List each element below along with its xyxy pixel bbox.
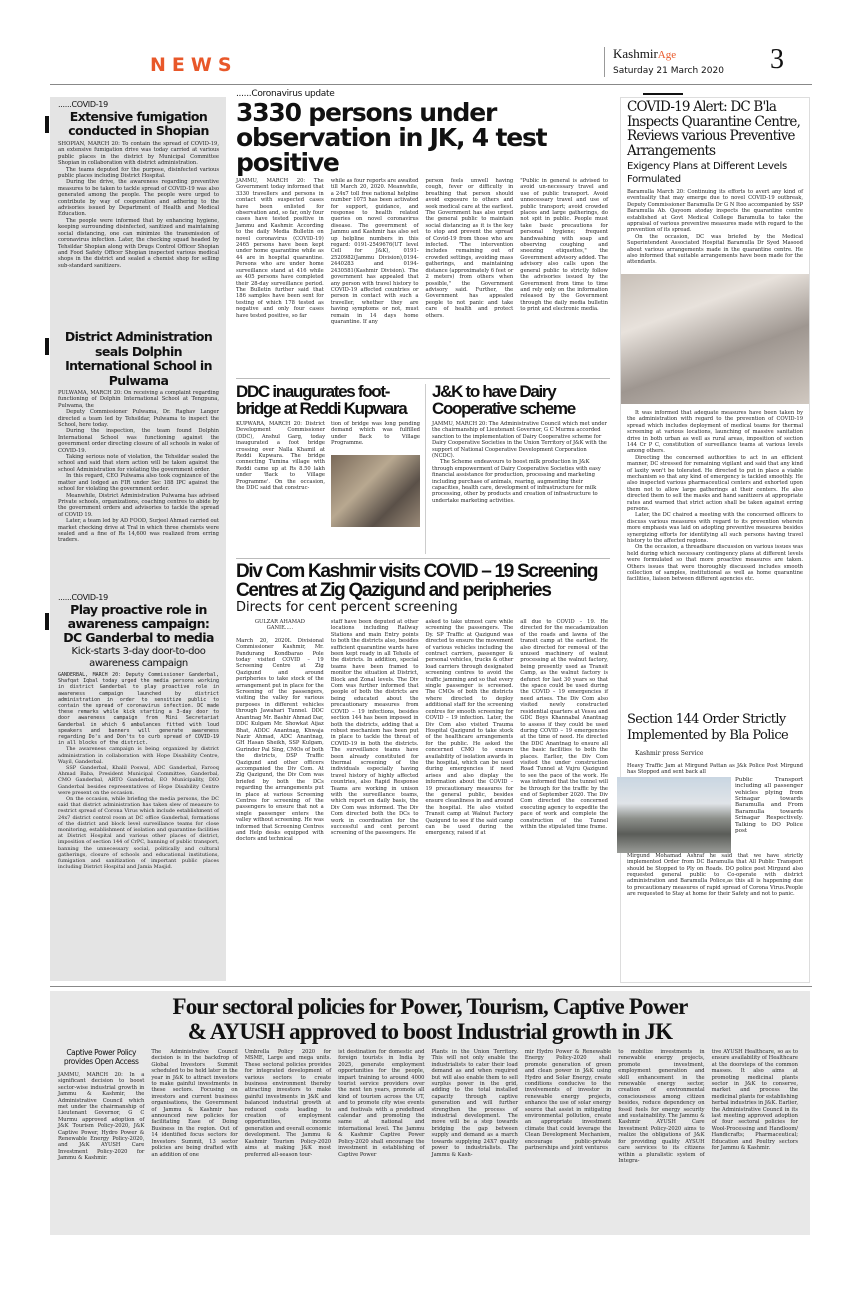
paragraph: Later, a team led by AD FOOD, Surjeel Ahmad carried out market checking drive at Tral in which three chemists were sealed and a fine of Rs 14,600 was realized from erring traders. bbox=[58, 518, 219, 544]
masthead-rule bbox=[50, 84, 812, 85]
side-text: Public Transport including all passenger vehicles plying from Srinagar towards Baramulla and From Baramulla towards Srinagar Respectively. Talking to DO Police post bbox=[735, 776, 803, 835]
story-ganderbal bbox=[58, 593, 219, 871]
paragraph: During the drive, the awareness regarding preventive measures to be taken to tackle spread of COVID-19 was also generated among the people. The people were urged to contribute by way of cooperation and adhering to the advisories issued by Department of Health and Medical Education. bbox=[58, 179, 219, 218]
column-text: JAMMU, MARCH 20: In a significant decision to boost sector-wise industrial growth in Jammu & Kashmir, the Administrative Council which met under the chairmanship of Lieutenant Governor, G C Murmu approved adoption of J&K Tourism Policy-2020, J&K Captive Power, Hydro Power & Renewable Energy Policy-2020, and J&K AYUSH Care Investment Policy-2020 for Jammu & Kashmir. bbox=[58, 1072, 145, 1162]
lead-body bbox=[236, 178, 608, 325]
headline-line-1: Four sectoral policies for Power, Tourism, Captive Power bbox=[172, 994, 688, 1019]
story-footbridge bbox=[236, 383, 420, 527]
story-kicker: ......COVID-19 bbox=[58, 100, 108, 109]
bottom-headline bbox=[50, 994, 810, 1044]
column: ist destination for domestic and foreign tourists in India by 2025, generate employment opportunities for the people, impart training to around 4000 tourist service providers over the next ten years, promote all kind of tourism across the UT, and to promote city wise events and festivals with a predefined calendar and promoting the same at national and international level. The Jammu & Kashmir Captive Power Policy-2020 shall encourage the investment in establishing of Captive Power bbox=[338, 1049, 425, 1158]
paragraph: Later, the DC chaired a meeting with the concerned officers to discuss various measures with regard to its prevention wherein more emphasis was laid on adopting preventive measures besides synergizing efforts for identifying all such persons having travel history to the affected regions. bbox=[627, 512, 803, 544]
story-section144 bbox=[627, 712, 803, 898]
paragraph: The Scheme endeavours to boost milk production in J&K through empowerment of Dairy Cooperative Societies with easy financial assistance for production, processing and marketing including purchase of animals, rearing, augmenting their capacities, health care, development of infrastructure for milk processing, other by products and creation of infrastructure to undertake marketing activities. bbox=[432, 459, 601, 504]
story-subhead: Kick-starts 3-day door-to-doo awareness campaign bbox=[71, 646, 206, 669]
story-subhead: Exigency Plans at Different Levels Formulated bbox=[627, 161, 787, 185]
page-number: 3 bbox=[770, 44, 784, 75]
paragraph: Taking serious note of violation, the Tehsildar sealed the school and said that stern action will be taken against the school Administration for violating the government order. bbox=[58, 454, 219, 473]
story-headline: COVID-19 Alert: DC B'la Inspects Quarantine Centre, Reviews various Preventive Arrangements bbox=[627, 99, 801, 159]
column: tive AYUSH Healthcare, so as to ensure availability of Healthcare at the doorsteps of the common masses. It also aims at promoting medicinal plants sector in J&K to conserve, market and process the medicinal plants for establishing herbal industries in J&K. Earlier, the Administrative Council in its last meeting approved adoption of four sectoral policies for Wool-Processing and Handloom/ Handicrafts; Pharmaceutical; Education and Poultry sectors for Jammu & Kashmir. bbox=[711, 1049, 798, 1152]
paragraph: SSP Ganderbal, Khalil Poswal, ADC Ganderbal, Farooq Ahmad Baba, President Municipal Committee, Ganderbal, CMO Ganderbal, ARTO Ganderbal, EO Municipality, DIO Ganderbal besides representatives of Hope Disability Centre were present on the occasion. bbox=[58, 765, 219, 796]
column bbox=[58, 1049, 144, 1164]
left-accent-bar bbox=[45, 613, 49, 630]
column: The Administrative Council decision is in the backdrop of Global Investors Summit scheduled to be held later in the year in J&K to attract investors to make gainful investments in these sectors. Focusing on investors and current business organisations, the Government of Jammu & Kashmir has announced new policies for facilitating Ease of Doing Business in the region. Out of 14 identified focus sectors for Investors Summit, 13 sector policies are being drafted with an addition of one bbox=[151, 1049, 238, 1158]
story-kicker: ......Coronavirus update bbox=[236, 89, 335, 99]
paragraph: On the occasion, a threadbare discussion on various issues was held during which necessary contingency plans at different levels were formulated so that more proactive measures are taken. Others issues that were thoroughly discussed includes smooth collection of samples, institutional as well as home quarantine facilities, liaison between different agencies etc. bbox=[627, 544, 803, 583]
column-text: tion of bridge was long pending demand which was fulfilled under Back to Village Programme. bbox=[331, 421, 420, 447]
bottom-rule bbox=[50, 986, 812, 987]
paragraph: The teams deputed for the purpose, disinfected various public places including District Hospital. bbox=[58, 166, 219, 180]
column-divider bbox=[425, 384, 426, 554]
column: asked to take utmost care while screening the passengers. The Dy. SP Traffic at Qazigund was directed to ensure the movement of various vehicles including the contract carriers, passenger & personal vehicles, trucks & other load carriers through designated screening centres to avoid the traffic jamming and so that every single passenger is screened. The CMOs of both the districts where directed to deploy additional staff for the screening centres for smooth screening for COVID – 19 infection. Later, the Div Com also visited Trauma Hospital Qazigund to take stock of the healthcare arrangements for the public. He asked the concerned CMO to ensure availability of isolation awards in the hospital, which can be used during emergencies if need arises and also display the information about the COVID – 19 precautionary measures for the general public, besides ensure cleanliness in and around the hospital. He also visited Transit camp at Walnut Factory Qazigund to see if the said camp can be used during the emergency, raised if at bbox=[425, 619, 514, 837]
paragraph: JAMMU, MARCH 20: The Administrative Council which met under the chairmanship of Lieutenant Governor, G C Murmu accorded sanction to the implementation of Dairy Cooperative scheme for Dairy Cooperative Societies in the Union Territory of J&K with the support of National Cooperative Development Corporation (NCDC). bbox=[432, 421, 607, 460]
paragraph: PULWAMA, MARCH 20: On receiving a complaint regarding functioning of Dolphin International School at Tengpuna, Pulwama, the bbox=[58, 390, 219, 409]
paragraph: SHOPIAN, MARCH 20: To contain the spread of COVID-19, an extensive fumigation drive was today carried at various public places in the district by Municipal Committee Shopian in collaboration with district administration. bbox=[58, 141, 219, 167]
paragraph: On the occasion, while briefing the media persons, the DC said that district administration has taken slew of measure to restrict spread of Corona Virus which include establishment of 24x7 district control room at DC office Ganderbal, formations of the district and block level surveillance teams for close monitoring, establishment of isolation and quarantine facilities at District Hospital and various other places of district, imposition of section 144 of CrPC, banning of public transport, banning the unnecessary social, politically and cultural gatherings, closure of schools and educational institutions, fumigation and sanitization of important public places including District Hospital and Jamia Masjid. bbox=[58, 796, 219, 871]
story-headline: Section 144 Order Strictly Implemented by Bla Police bbox=[627, 712, 789, 743]
column: "Public in general is advised to avoid un-necessary travel and use of public transport. Avoid unnecessary travel and use of public transport; avoid crowded places and large gatherings, do not spit in public. People must take basic precautions for personal hygiene; frequent handwashing with soap and observing coughing and sneezing etiquettes," the Government advisory added. The advisory also calls upon the general public to strictly follow the advisories issued by the Government from time to time and rely only on the information released by the Government through the daily media bulletin to print and electronic media. bbox=[520, 178, 608, 313]
photo-wrap bbox=[627, 777, 803, 853]
column: JAMMU, MARCH 20: The Government today informed that 3330 travellers and persons in contact with suspected cases have been enlisted for observation and, so far, only four cases have tested positive in Jammu and Kashmir. According to the daily Media Bulletin on novel coronavirus (COVID-19) 2465 persons have been kept under home quarantine while as 44 are in hospital quarantine. Persons who are under home surveillance stand at 416 while as 405 persons have completed their 28-day surveillance period. The Bulletin further said that 186 samples have been sent for testing of which 178 tested as negative and only four cases have tested positive, so far bbox=[236, 178, 324, 319]
lead-story bbox=[236, 89, 608, 325]
left-accent-bar bbox=[45, 116, 49, 133]
story-divcom bbox=[236, 562, 608, 843]
column bbox=[331, 421, 420, 527]
story-subhead: Directs for cent percent screening bbox=[236, 600, 458, 615]
divider bbox=[236, 378, 610, 379]
story-body: Mirgund Mohamad Ashraf he said that we have strictly implemented Order from DC Baramulla that All Public Transport should be Stopped to Ply on Roads. DO police post Mirgund also requested general public to Co-operate with district administration and Baramulla Police,as this all is happening due to precautionary measures of rapid spread of Corona Virus.People are requested to Stay at home for their Safety and not to panic. bbox=[627, 852, 803, 898]
story-shopian bbox=[58, 100, 219, 269]
quarantine-centre-photo bbox=[621, 274, 809, 404]
column: KUPWARA, MARCH 20: District Development Commissioner (DDC), Anshul Garg, today inaugurated a foot bridge crossing over Nalla Khamil at Reddi Kupwara. The bridge connecting Tumina village with Reddi came up at Rs 8.50 lakh under 'Back to Village Programme'. On the occasion, the DDC said that construc- bbox=[236, 421, 325, 492]
story-baramulla-quarantine bbox=[627, 100, 803, 583]
story-headline: Play proactive role in awareness campaign: DC Ganderbal to media bbox=[63, 602, 214, 645]
side-head: Captive Power Policy provides Open Access bbox=[63, 1048, 139, 1066]
left-accent-bar bbox=[45, 338, 49, 355]
byline: GULZAR AHAMAD GANIE..... bbox=[254, 619, 305, 632]
column: all due to COVID – 19. He directed for the mecadamization of the roads and lawns of the transit camp at the earliest. He also directed for removal of the unused machinery of walnut processing at the walnut factory, being presently used as Transit Camp, as the walnut factory is defunct for last 30 years so that the space could be used during the COVID – 19 emergencies if need arises. The Div Com also visited newly constructed residential quarters at Vessu and GDC Boys Khannabal Anantnag to assess if they could be used during COVID – 19 emergencies at the time of need. He directed the DDC Anantnag to ensure all the basic facilities to both the places. Earlier, the Div Com visited the under construction Road Tunnel at Vujru Qazigund to see the pace of the work. He was informed that the tunnel will be through for the traffic by the end of September 2020. The Div Com directed the concerned executing agency to expedite the pace of work and complete the construction of the Tunnel within the stipulated time frame. bbox=[520, 619, 608, 830]
story-dairy bbox=[432, 383, 608, 504]
story-body bbox=[236, 619, 608, 843]
column: to mobilize investments in renewable energy projects, promote investment, employment generation and skill enhancement in the renewable energy sector, creation of environmental consciousness among citizen besides, reduce dependency on fossil fuels for energy security and sustainability. The Jammu & Kashmir AYUSH Care Investment Policy-2020 aims to realize the obligations of J&K for providing quality AYSUH care services to its citizens within a pluralistic system of Integra- bbox=[618, 1049, 705, 1164]
story-body bbox=[58, 141, 219, 269]
story-body bbox=[627, 410, 803, 583]
paragraph: Baramulla March 20: Continuing its efforts to avert any kind of eventuality that may emerge due to novel COVID-19 outbreak, Deputy Commissioner Baramulla Dr G N Itoo accompanied by SSP Baramulla Ab. Qayoom atoday inspects the quarantine centre established at Govt Medical College Baramulla to take the appraisal of various preventive measures made with regard to the prevention of its spread. bbox=[627, 189, 803, 234]
column: Plants in the Union Territory. This will not only enable the industrialists to cater their load demand as and when required but will also enable them to sell surplus power in the grid, adding to the total installed capacity through captive generation and will further strengthen the process of industrial development. The move will be a step towards bridging the gap between supply and demand as a march towards supplying 24X7 quality power to industrialists. The Jammu & Kash- bbox=[431, 1049, 518, 1158]
headline-line-2: & AYUSH approved to boost Industrial growth in JK bbox=[187, 1019, 673, 1044]
paragraph: It was informed that adequate measures have been taken by the administration with regard to the prevention of COVID-19 spread which includes deployment of medical teams for thermal screening at various locations, launching of massive sanitation drive in both urban as well as rural areas, imposition of section 144 Cr P C, constitution of surveillance teams at various levels among others. bbox=[627, 409, 803, 455]
story-kicker: ......COVID-19 bbox=[58, 593, 108, 602]
story-dolphin-school bbox=[58, 330, 219, 544]
story-headline: Extensive fumigation conducted in Shopian bbox=[68, 109, 209, 138]
paragraph: In this regard, CEO Pulwama also took cognizance of the matter and lodged an FIR under Sec 188 IPC against the school for violating the government order. bbox=[58, 473, 219, 493]
story-body bbox=[58, 390, 219, 544]
story-body bbox=[236, 421, 420, 527]
story-body bbox=[627, 189, 803, 266]
column: while as four reports are awaited till March 20, 2020. Meanwhile, a 24x7 toll free national helpline number 1075 has been activated for support, guidance, and response to health related queries on novel coronavirus disease. The government of Jammu and Kashmir has also set up helpline numbers in this regard: 0191-2549676(UT level Cell for J&K), 0191-2520982(Jammu Division),0194-2440283 and 0194-2430581(Kashmir Division). The government has appealed that any person with travel history to COVID-19 affected countries or person in contact with such a traveller, whether they are having symptoms or not, must remain in 14 days home quarantine. If any bbox=[330, 178, 419, 325]
story-headline: J&K to have Dairy Cooperative scheme bbox=[432, 382, 575, 418]
paragraph: During the inspection, the team found Dolphin International School was functioning against the government order directing closure of all schools in wake of COVID-19. bbox=[58, 428, 219, 454]
issue-date: Saturday 21 March 2020 bbox=[613, 66, 724, 76]
paper-name-kashmir: Kashmir bbox=[613, 46, 658, 61]
section-label: NEWS bbox=[150, 54, 238, 76]
column bbox=[236, 619, 324, 843]
column-text: March 20, 2020L Divisional Commissioner Kashmir, Mr. Pandurang Kondbarao Pole today visited COVID – 19 Screening Centre at Zig Qazigund and around peripheries to take stock of the arrangement put in place for the Screening of the passengers, visiting the valley for various purposes in different vehicles through Jawahari Tunnel. DDC Anantnag Mr. Bashir Ahmad Dar, DDC Kulgam Mr. Showkat Aijaz Bhat, ADDC Anantnag, Khwaja Nazir Ahmad, ADC Anantnag, GH Hasan Sheikh, SSP Kulgam, Gurinder Pal Sing, CMOs of both the districts, DSP Traffic Qazigund and other officers accompanied the Div Com. At Zig Qazigund, the Div Com was briefed by both the DCs regarding the arrangements put in place at various Screening Centres for screening of the passengers to ensure that not a single passenger enters the valley without screening. He was informed that Screening Centres and Help desks equipped with doctors and technical bbox=[236, 637, 324, 843]
story-headline: District Administration seals Dolphin International School in Pulwama bbox=[64, 329, 213, 388]
paragraph: GANDERBAL, MARCH 20: Deputy Commissioner Ganderbal, Shafqat Iqbal today urged the media persons working in district Ganderbal to play proactive role in awareness campaign launched by district administration in order to sensitize public to contain the spread of coronavirus infection. DC made these remarks while kick starting a 3-day door to door awareness campaign from Mini Secretariat Ganderbal in which 6 ambulances fitted with loud speakers and banners will generate awareness regarding Do's and Don'ts to curb spread of COVID-19 in all blocks of the district. bbox=[58, 672, 219, 747]
column: staff have been deputed at other locations including Railway Stations and main Entry points to both the districts also, besides sufficient quarantine wards have been kept ready in all Tehsils of the districts. In addition, special teams have been framed to monitor the situation at District, Block and Zonal levels. The Div Com was further informed that people of both the districts are being educated about the precautionary measures from COVID – 19 infections, besides section 144 has been imposed in both the districts, adding that a robust mechanism has been put in place to tackle the threat of COVID-19 in both the districts. The surveillance teams have been already constituted for thermal screening of the individuals especially having travel history of highly affected countries, also Rapid Response Teams are working in unison with the surveillance teams, which report on daily basis, the Div Com was informed. The Div Com directed both the DCs to work in coordination for the successful and cent percent screening of the passengers. He bbox=[330, 619, 419, 837]
paper-name-age: Age bbox=[657, 49, 677, 61]
masthead-divider bbox=[604, 47, 605, 77]
paper-logo bbox=[613, 46, 676, 62]
paragraph: The people were informed that by enhancing hygiene, keeping surrounding disinfected, sanitized and maintaining social distancing, one can minimize the transmission of coronavirus infection. Later, the checking squad headed by Tehsildar Shopian along with Drugs Control Officer Shopian and Food Safety Officer Shopian inspected various medical shops in the district and sealed a chemist shop for selling sub-standard sanitizers. bbox=[58, 217, 219, 269]
right-top-rule bbox=[643, 93, 683, 95]
story-headline: DDC inaugurates foot-bridge at Reddi Kupwara bbox=[236, 382, 407, 418]
column: Umbrella Policy 2020 for MSME, Large and mega units. These sectoral policies provides for integrated development of various sectors to create business environment thereby attracting investors to make gainful investments in J&K and balanced industrial growth at reduced costs leading to creation of employment opportunities, income generation and overall economic development. The Jammu & Kashmir Tourism Policy-2020 aims at making J&K most preferred all-season tour- bbox=[244, 1049, 332, 1158]
bottom-story-body bbox=[58, 1049, 798, 1164]
story-body bbox=[432, 421, 608, 504]
ribbon-cutting-photo bbox=[331, 455, 420, 527]
paragraph: Deputy Commissioner Pulwama, Dr. Raghav Langer directed a team led by Tehsildar, Pulwama to inspect the School, here today. bbox=[58, 409, 219, 429]
paragraph: The awareness campaign is being organized by district administration in collaboration with Hope Disability Centre, Wayil, Ganderbal. bbox=[58, 746, 219, 765]
paragraph: Meanwhile, District Administration Pulwama has advised Private schools, organizations, coaching centres to abide by the government orders and advisories to tackle the spread of COVID 19. bbox=[58, 492, 219, 518]
byline: Kashmir press Service bbox=[635, 750, 704, 757]
story-headline: Div Com Kashmir visits COVID – 19 Screening Centres at Zig Qazigund and peripheries bbox=[236, 561, 598, 601]
column: person feels unwell having cough, fever or difficulty in breathing that person should avoid exposure to others and seek medical care at the earliest. The Government has also urged the general public to maintain social distancing as it is the key to stop and prevent the spread of Covid-19 from those who are infected. "The intervention includes remaining out of crowded settings, avoiding mass gatherings, and maintaining distance (approximately 6 feet or 2 meters) from others when possible," the Government advisory said. Further, the Government has appealed people to not panic and take care of health and protect others. bbox=[425, 178, 514, 319]
paragraph: Directing the concerned authorities to act in an efficient manner, DC stressed for remaining vigilant and said that any kind of laxity won't be tolerated. He directed to put in place a viable mechanism so that any kind of emergency is tackled smoothly. He also inspected various pharmaceutical centers and exhorted upon them not to allow large gatherings at their centers. He also directed them to sell the masks and hand sanitizers at appropriate rates and warned that strict action shall be taken against erring persons. bbox=[627, 454, 803, 512]
traffic-checkpoint-photo bbox=[617, 777, 731, 853]
story-body bbox=[58, 672, 219, 871]
lead-headline: 3330 persons under observation in JK, 4 test positive bbox=[236, 98, 547, 177]
divider bbox=[236, 558, 610, 559]
paragraph: On the occasion, DC was briefed by the Medical Superintendent Associated Hospital Baramulla Dr Syed Masood about various arrangements made in the quarantine centre. He also informed that suitable arrangements have been made for the attendants. bbox=[627, 233, 803, 266]
column: mir Hydro Power & Renewable Energy Policy-2020 shall promote generation of green and clean power in J&K using Hydro and Solar Energy, create conditions conducive to the involvements of investor in renewable energy projects, enhance the use of solar energy source that assist in mitigating environmental pollution, create an appropriate investment climate that could leverage the Clean Development Mechanism, encourage public-private partnerships and joint ventures bbox=[524, 1049, 612, 1152]
story-body: Heavy Traffic Jam at Mirgund Pattan as J&k Police Post Mirgund has Stopped and sent back all bbox=[627, 763, 803, 776]
